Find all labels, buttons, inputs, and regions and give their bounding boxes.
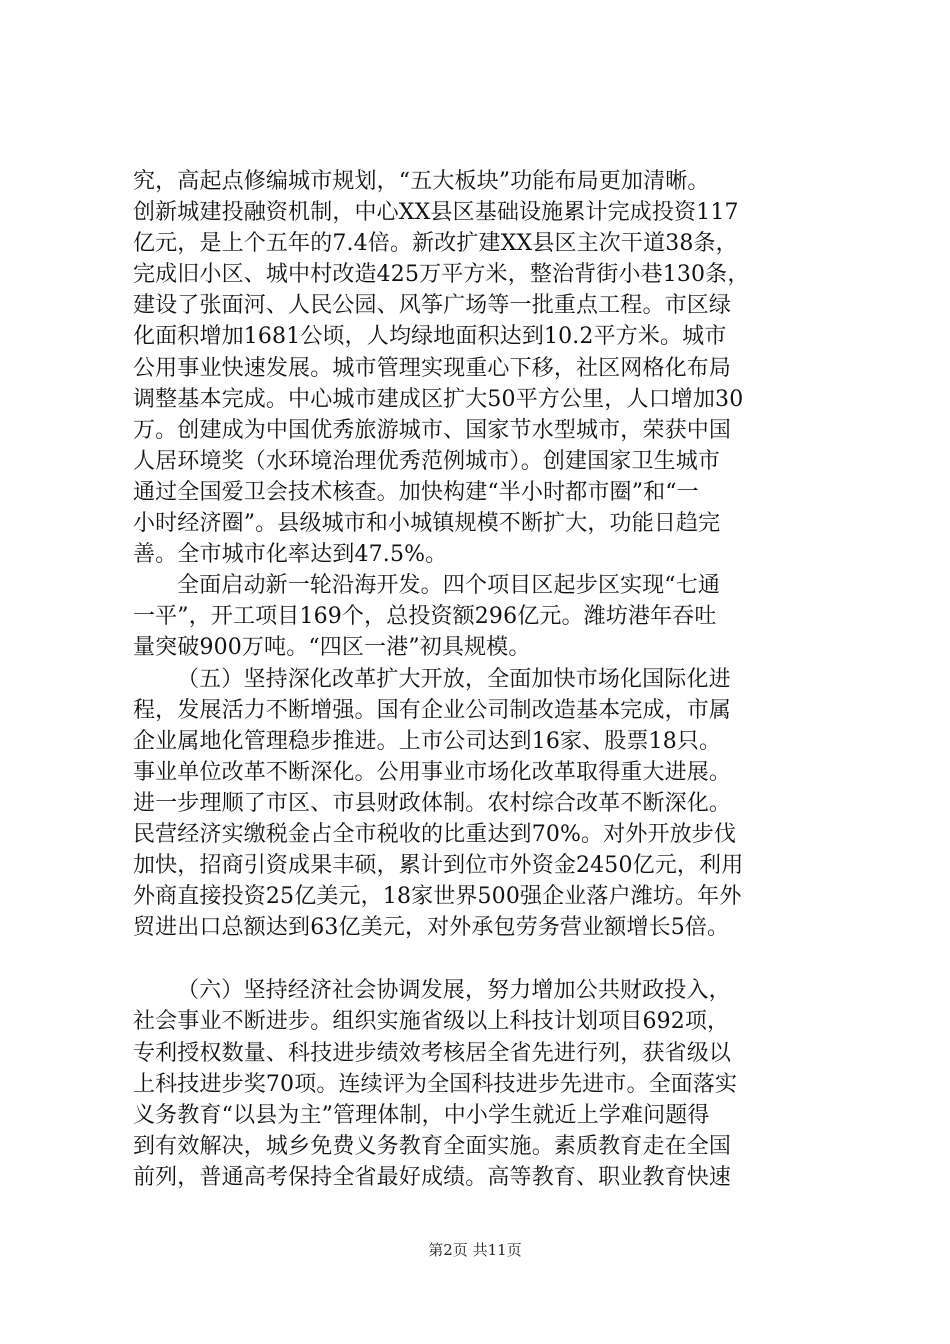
text-line: 建设了张面河、人民公园、风筝广场等一批重点工程。市区绿 — [133, 293, 732, 319]
paragraph-spacer — [133, 943, 833, 975]
text-line: 进一步理顺了市区、市县财政体制。农村综合改革不断深化。 — [133, 790, 732, 816]
text-line: 万。创建成为中国优秀旅游城市、国家节水型城市，荣获中国 — [133, 417, 732, 443]
text-line: 创新城建投融资机制，中心XX县区基础设施累计完成投资117 — [133, 200, 739, 226]
text-line: 小时经济圈”。县级城市和小城镇规模不断扩大，功能日趋完 — [133, 511, 721, 537]
text-line: 加快，招商引资成果丰硕，累计到位市外资金2450亿元，利用 — [133, 853, 744, 879]
text-line: 前列，普通高考保持全省最好成绩。高等教育、职业教育快速 — [133, 1164, 732, 1190]
text-line: 专利授权数量、科技进步绩效考核居全省先进行列，获省级以 — [133, 1040, 732, 1066]
text-line: 事业单位改革不断深化。公用事业市场化改革取得重大进展。 — [133, 759, 732, 785]
page-number-footer: 第2页 共11页 — [428, 1241, 522, 1259]
text-line: 公用事业快速发展。城市管理实现重心下移，社区网格化布局 — [133, 355, 732, 381]
paragraph-coastal-development — [133, 570, 833, 663]
paragraph-reform-opening — [133, 664, 833, 944]
text-line: 民营经济实缴税金占全市税收的比重达到70%。对外开放步伐 — [133, 821, 737, 847]
paragraph-social-development — [133, 975, 833, 1193]
text-line: 通过全国爱卫会技术核查。加快构建“半小时都市圈”和“一 — [133, 479, 699, 505]
text-line: 一平”，开工项目169个，总投资额296亿元。潍坊港年吞吐 — [133, 604, 717, 630]
text-line: 调整基本完成。中心城市建成区扩大50平方公里，人口增加30 — [133, 386, 744, 412]
body-text — [133, 166, 833, 1193]
text-line: 上科技进步奖70项。连续评为全国科技进步先进市。全面落实 — [133, 1071, 738, 1097]
text-line: 人居环境奖（水环境治理优秀范例城市）。创建国家卫生城市 — [133, 448, 721, 474]
text-line: （六）坚持经济社会协调发展，努力增加公共财政投入， — [177, 978, 731, 1004]
text-line: 完成旧小区、城中村改造425万平方米，整治背街小巷130条， — [133, 262, 750, 288]
text-line: 化面积增加1681公顷，人均绿地面积达到10.2平方米。城市 — [133, 324, 727, 350]
text-line: 量突破900万吨。“四区一港”初具规模。 — [133, 635, 531, 661]
text-line: 程，发展活力不断增强。国有企业公司制改造基本完成，市属 — [133, 697, 732, 723]
text-line: 全面启动新一轮沿海开发。四个项目区起步区实现“七通 — [177, 573, 720, 599]
text-line: （五）坚持深化改革扩大开放，全面加快市场化国际化进 — [177, 666, 731, 692]
text-line: 外商直接投资25亿美元，18家世界500强企业落户潍坊。年外 — [133, 884, 742, 910]
text-line: 究，高起点修编城市规划，“五大板块”功能布局更加清晰。 — [133, 169, 710, 194]
text-line: 善。全市城市化率达到47.5%。 — [133, 542, 448, 568]
text-line: 企业属地化管理稳步推进。上市公司达到16家、股票18只。 — [133, 728, 722, 754]
text-line: 到有效解决，城乡免费义务教育全面实施。素质教育走在全国 — [133, 1133, 732, 1159]
text-line: 社会事业不断进步。组织实施省级以上科技计划项目692项， — [133, 1009, 730, 1035]
text-line: 义务教育“以县为主”管理体制，中小学生就近上学难问题得 — [133, 1102, 710, 1128]
paragraph-urban-planning — [133, 166, 833, 570]
text-line: 贸进出口总额达到63亿美元，对外承包劳务营业额增长5倍。 — [133, 915, 730, 941]
text-line: 亿元，是上个五年的7.4倍。新改扩建XX县区主次干道38条， — [133, 231, 738, 257]
